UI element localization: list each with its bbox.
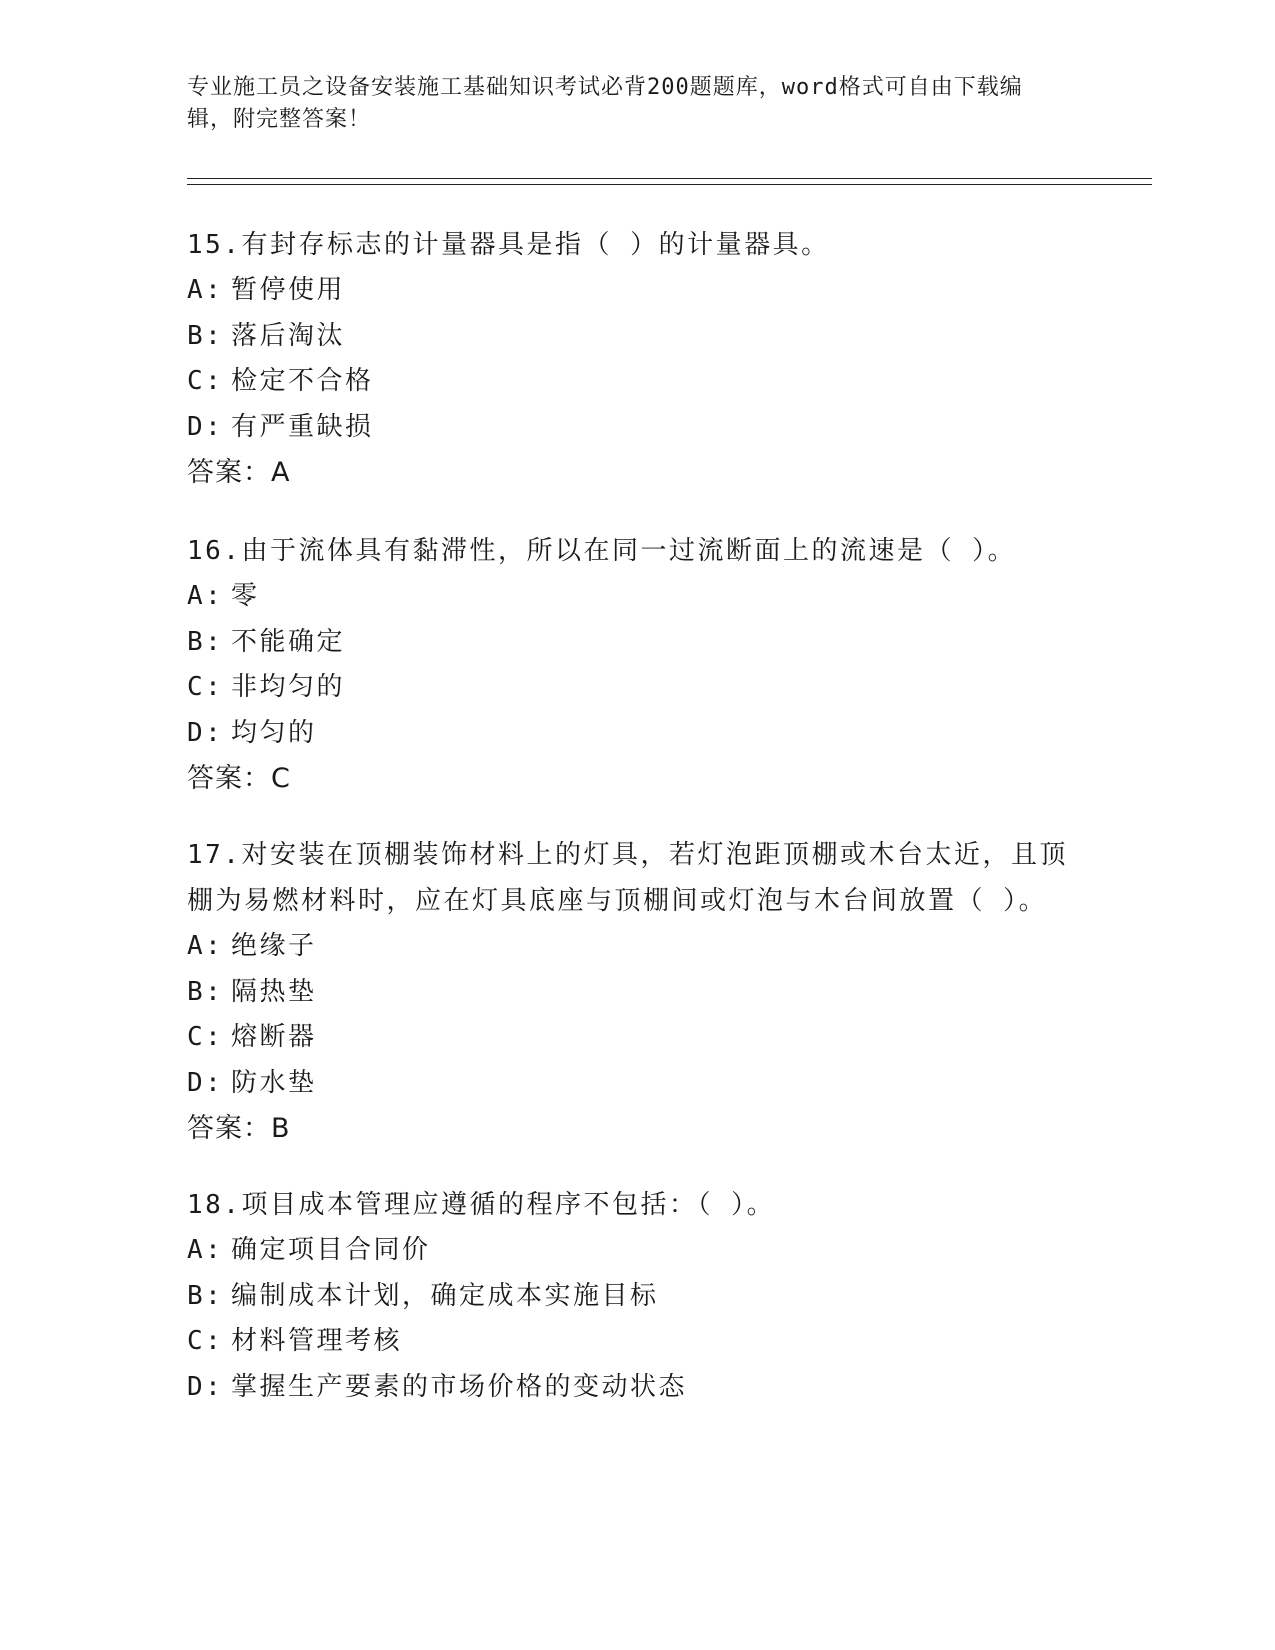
option-a (187, 268, 1087, 314)
option-text: 隔热垫 (231, 976, 317, 1007)
option-key: D: (187, 411, 224, 442)
option-text: 零 (231, 581, 260, 611)
question-stem: 16.由于流体具有黏滞性，所以在同一过流断面上的流速是（ ）。 (187, 536, 1017, 566)
option-b (187, 314, 1087, 360)
option-text: 暂停使用 (231, 275, 346, 305)
option-key: C: (187, 672, 224, 702)
question-16 (187, 528, 1087, 802)
option-key: B: (187, 1280, 224, 1311)
option-text: 不能确定 (231, 626, 346, 657)
question-15 (187, 222, 1087, 496)
option-text: 确定项目合同价 (231, 1235, 431, 1265)
option-text: 落后淘汰 (231, 320, 346, 351)
option-key: D: (187, 1067, 224, 1098)
option-text: 绝缘子 (231, 931, 317, 961)
option-key: D: (187, 717, 224, 748)
option-text: 检定不合格 (231, 366, 374, 396)
option-text: 掌握生产要素的市场价格的变动状态 (231, 1371, 688, 1402)
option-key: C: (187, 1022, 224, 1052)
answer: 答案：C (187, 763, 291, 794)
option-text: 材料管理考核 (231, 1326, 403, 1356)
option-key: A: (187, 931, 224, 961)
option-b (187, 970, 1087, 1016)
option-text: 均匀的 (231, 717, 317, 748)
option-c (187, 665, 1087, 711)
option-d (187, 711, 1087, 757)
option-a (187, 924, 1087, 970)
document-header: 专业施工员之设备安装施工基础知识考试必背200题题库，word格式可自由下载编辑，附完整答案！ (187, 75, 1023, 132)
option-c (187, 1015, 1087, 1061)
option-key: B: (187, 626, 224, 657)
question-18 (187, 1182, 1087, 1410)
question-stem: 18.项目成本管理应遵循的程序不包括：（ ）。 (187, 1190, 776, 1220)
answer: 答案：B (187, 1113, 291, 1144)
option-a (187, 1228, 1087, 1274)
option-text: 编制成本计划，确定成本实施目标 (231, 1280, 659, 1311)
answer: 答案：A (187, 457, 291, 488)
question-17 (187, 832, 1087, 1152)
option-key: B: (187, 976, 224, 1007)
question-stem: 17.对安装在顶棚装饰材料上的灯具，若灯泡距顶棚或木台太近，且顶棚为易燃材料时，应在灯具底座与顶棚间或灯泡与木台间放置（ ）。 (187, 840, 1068, 916)
option-key: D: (187, 1371, 224, 1402)
option-c (187, 359, 1087, 405)
option-b (187, 620, 1087, 666)
option-d (187, 405, 1087, 451)
option-text: 非均匀的 (231, 672, 346, 702)
option-text: 防水垫 (231, 1067, 317, 1098)
option-key: A: (187, 1235, 224, 1265)
option-d (187, 1061, 1087, 1107)
option-d (187, 1365, 1087, 1411)
option-text: 熔断器 (231, 1022, 317, 1052)
option-key: A: (187, 275, 224, 305)
option-key: C: (187, 366, 224, 396)
question-stem: 15.有封存标志的计量器具是指（ ）的计量器具。 (187, 230, 830, 260)
option-key: C: (187, 1326, 224, 1356)
option-c (187, 1319, 1087, 1365)
header-divider (187, 178, 1152, 185)
option-text: 有严重缺损 (231, 411, 374, 442)
option-key: B: (187, 320, 224, 351)
option-b (187, 1274, 1087, 1320)
option-a (187, 574, 1087, 620)
option-key: A: (187, 581, 224, 611)
